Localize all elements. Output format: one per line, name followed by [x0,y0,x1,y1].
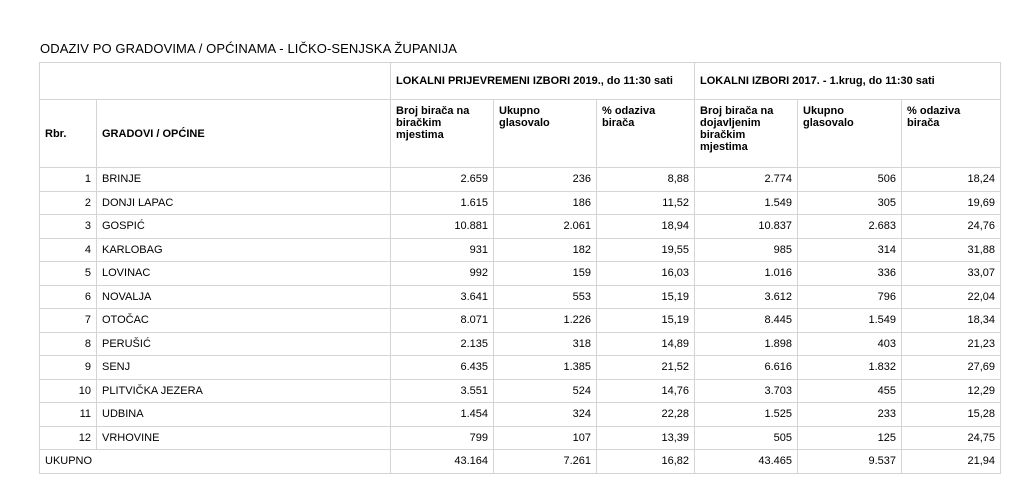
header-2019-voters: Broj birača na biračkim mjestima [391,100,494,168]
row-name: PERUŠIĆ [97,332,391,356]
row-2017-voted: 1.549 [798,309,902,333]
total-row [40,450,1001,474]
row-2017-voted: 506 [798,168,902,192]
row-2017-voted: 1.832 [798,356,902,380]
total-2019-pct: 16,82 [597,450,695,474]
row-2019-voted: 318 [494,332,597,356]
total-2019-voted: 7.261 [494,450,597,474]
row-2019-voters: 799 [391,426,494,450]
row-2019-voters: 8.071 [391,309,494,333]
row-2019-pct: 14,76 [597,379,695,403]
row-2017-pct: 18,34 [902,309,1001,333]
row-2017-voted: 233 [798,403,902,427]
row-2017-pct: 24,75 [902,426,1001,450]
row-name: LOVINAC [97,262,391,286]
row-name: OTOČAC [97,309,391,333]
row-2019-pct: 15,19 [597,309,695,333]
row-2017-voted: 314 [798,238,902,262]
row-2017-voters: 505 [695,426,798,450]
header-2017-pct: % odaziva birača [902,100,1001,168]
row-name: DONJI LAPAC [97,191,391,215]
row-2017-pct: 21,23 [902,332,1001,356]
row-2019-voted: 1.385 [494,356,597,380]
header-gradovi: GRADOVI / OPĆINE [97,100,391,168]
table-row [40,426,1001,450]
row-2017-voters: 1.016 [695,262,798,286]
row-2019-voted: 524 [494,379,597,403]
row-name: NOVALJA [97,285,391,309]
row-2019-pct: 19,55 [597,238,695,262]
turnout-table [39,62,1001,474]
row-2019-voters: 992 [391,262,494,286]
table-row [40,356,1001,380]
header-2017-voters: Broj birača na dojavljenim biračkim mjestima [695,100,798,168]
row-name: PLITVIČKA JEZERA [97,379,391,403]
row-2017-voters: 8.445 [695,309,798,333]
row-2019-pct: 13,39 [597,426,695,450]
group-header-row [40,63,1001,100]
total-2017-pct: 21,94 [902,450,1001,474]
table-row [40,168,1001,192]
row-rbr: 9 [40,356,97,380]
column-header-row [40,100,1001,168]
row-2019-voted: 182 [494,238,597,262]
row-2019-pct: 14,89 [597,332,695,356]
table-row [40,403,1001,427]
header-2019-voted: Ukupno glasovalo [494,100,597,168]
row-rbr: 8 [40,332,97,356]
table-row [40,262,1001,286]
group-header-2019: LOKALNI PRIJEVREMENI IZBORI 2019., do 11:30 sati [391,63,695,100]
row-2017-voted: 125 [798,426,902,450]
table-row [40,215,1001,239]
row-2017-voters: 3.612 [695,285,798,309]
row-2019-pct: 16,03 [597,262,695,286]
row-rbr: 2 [40,191,97,215]
row-2017-voters: 1.898 [695,332,798,356]
row-2019-voters: 3.551 [391,379,494,403]
row-rbr: 5 [40,262,97,286]
row-2017-voters: 10.837 [695,215,798,239]
row-2019-pct: 21,52 [597,356,695,380]
row-2017-voted: 2.683 [798,215,902,239]
row-2017-voters: 2.774 [695,168,798,192]
row-2017-voters: 6.616 [695,356,798,380]
row-rbr: 12 [40,426,97,450]
table-row [40,238,1001,262]
row-name: SENJ [97,356,391,380]
row-2019-voted: 236 [494,168,597,192]
row-2017-voters: 3.703 [695,379,798,403]
row-2017-voted: 305 [798,191,902,215]
row-2019-voted: 2.061 [494,215,597,239]
group-header-2017: LOKALNI IZBORI 2017. - 1.krug, do 11:30 sati [695,63,1001,100]
row-2019-voted: 1.226 [494,309,597,333]
row-2017-voters: 1.525 [695,403,798,427]
row-2017-voters: 1.549 [695,191,798,215]
total-2017-voters: 43.465 [695,450,798,474]
row-2019-voters: 931 [391,238,494,262]
row-2017-voted: 796 [798,285,902,309]
row-2017-pct: 27,69 [902,356,1001,380]
row-2017-pct: 31,88 [902,238,1001,262]
row-2017-voted: 336 [798,262,902,286]
row-2019-voters: 10.881 [391,215,494,239]
row-2019-voted: 186 [494,191,597,215]
row-2017-pct: 12,29 [902,379,1001,403]
page-title: ODAZIV PO GRADOVIMA / OPĆINAMA - LIČKO-SENJSKA ŽUPANIJA [40,41,458,56]
row-rbr: 10 [40,379,97,403]
row-2017-pct: 15,28 [902,403,1001,427]
row-rbr: 1 [40,168,97,192]
row-2019-voted: 159 [494,262,597,286]
total-2017-voted: 9.537 [798,450,902,474]
row-2017-voted: 403 [798,332,902,356]
row-2017-voted: 455 [798,379,902,403]
row-2019-voters: 2.135 [391,332,494,356]
total-label: UKUPNO [40,450,391,474]
row-2017-pct: 18,24 [902,168,1001,192]
row-rbr: 11 [40,403,97,427]
row-2019-voters: 1.615 [391,191,494,215]
table-row [40,379,1001,403]
row-rbr: 6 [40,285,97,309]
row-2019-voted: 324 [494,403,597,427]
row-2019-voters: 2.659 [391,168,494,192]
row-rbr: 3 [40,215,97,239]
row-name: BRINJE [97,168,391,192]
row-2017-pct: 22,04 [902,285,1001,309]
row-2017-pct: 19,69 [902,191,1001,215]
row-name: VRHOVINE [97,426,391,450]
row-2019-pct: 8,88 [597,168,695,192]
row-name: UDBINA [97,403,391,427]
row-2019-voters: 1.454 [391,403,494,427]
header-2019-pct: % odaziva birača [597,100,695,168]
row-2017-voters: 985 [695,238,798,262]
row-2019-voted: 107 [494,426,597,450]
row-name: GOSPIĆ [97,215,391,239]
table-row [40,191,1001,215]
row-2019-pct: 18,94 [597,215,695,239]
row-2019-voted: 553 [494,285,597,309]
row-rbr: 7 [40,309,97,333]
header-2017-voted: Ukupno glasovalo [798,100,902,168]
header-empty-cell [40,63,391,100]
row-2017-pct: 24,76 [902,215,1001,239]
total-2019-voters: 43.164 [391,450,494,474]
row-name: KARLOBAG [97,238,391,262]
row-2017-pct: 33,07 [902,262,1001,286]
table-row [40,285,1001,309]
table-row [40,309,1001,333]
row-2019-voters: 3.641 [391,285,494,309]
row-2019-pct: 15,19 [597,285,695,309]
row-rbr: 4 [40,238,97,262]
row-2019-voters: 6.435 [391,356,494,380]
table-row [40,332,1001,356]
row-2019-pct: 22,28 [597,403,695,427]
header-rbr: Rbr. [40,100,97,168]
row-2019-pct: 11,52 [597,191,695,215]
